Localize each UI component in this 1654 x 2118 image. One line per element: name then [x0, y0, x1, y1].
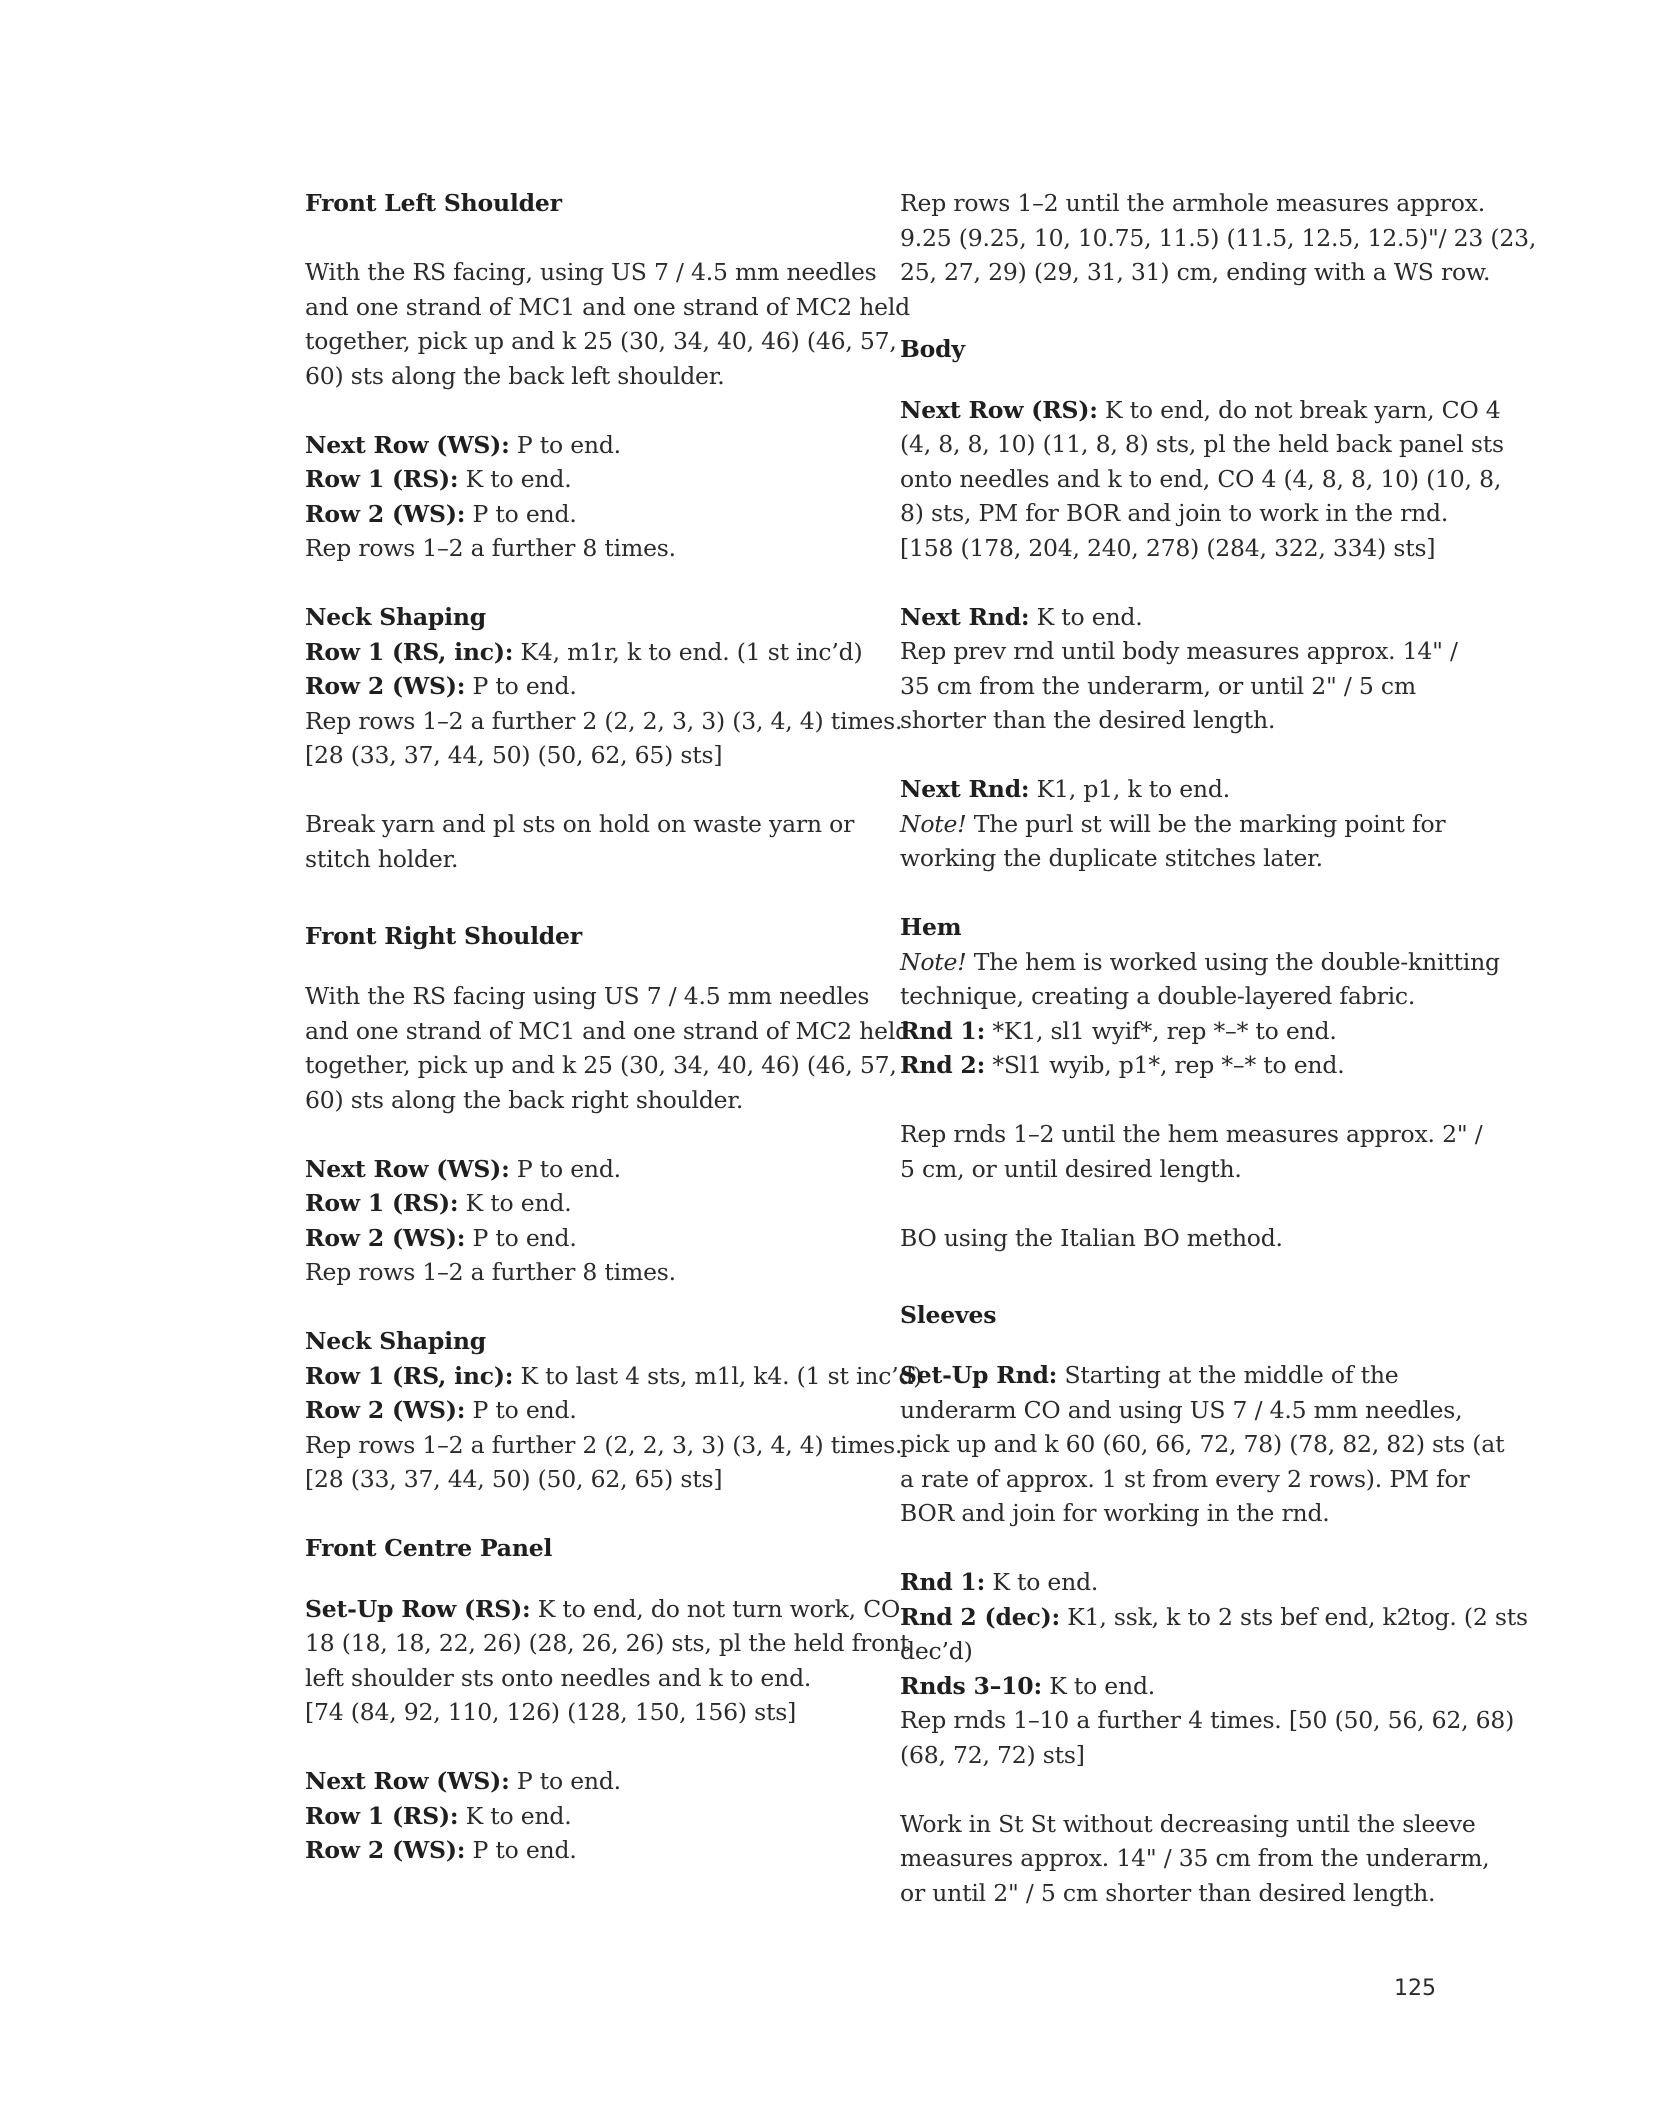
- row-label: Next Row (WS):: [305, 430, 510, 459]
- fcp-row-1: [305, 1799, 845, 1834]
- body-heading: Body: [900, 335, 965, 363]
- body-rep-line: 35 cm from the underarm, or until 2" / 5 cm: [900, 671, 1416, 700]
- fls-row-1: [305, 462, 845, 497]
- hem-bo: BO using the Italian BO method.: [900, 1223, 1283, 1252]
- fls-neck-heading: Neck Shaping: [305, 603, 486, 631]
- sleeves-setup-line: BOR and join for working in the rnd.: [900, 1499, 1330, 1527]
- sleeves-setup-line: pick up and k 60 (60, 66, 72, 78) (78, 82, 82) sts (at: [900, 1430, 1505, 1458]
- hem-note-line: technique, creating a double-layered fabric.: [900, 982, 1416, 1010]
- row-text: *K1, sl1 wyif*, rep *–* to end.: [985, 1016, 1337, 1045]
- hem-rnd-1: [900, 1014, 1445, 1049]
- row-text: P to end.: [465, 1223, 577, 1252]
- sleeves-heading: Sleeves: [900, 1300, 997, 1329]
- row-text: P to end.: [465, 672, 577, 700]
- row-label: Next Rnd:: [900, 602, 1030, 631]
- fcp-row-2: [305, 1833, 845, 1868]
- note-label: Note!: [900, 809, 967, 838]
- fls-intro-line: and one strand of MC1 and one strand of MC2 held: [305, 292, 910, 321]
- body-next-row-line: 8) sts, PM for BOR and join to work in the rnd.: [900, 499, 1449, 527]
- sleeves-rnd-1: [900, 1565, 1445, 1600]
- armhole-line: 9.25 (9.25, 10, 10.75, 11.5) (11.5, 12.5, 12.5)"/ 23 (23,: [900, 223, 1537, 252]
- note-text: The purl st will be the marking point for: [966, 809, 1446, 838]
- sleeves-rep-line: (68, 72, 72) sts]: [900, 1740, 1085, 1769]
- fcp-setup-line: 18 (18, 18, 22, 26) (28, 26, 26) sts, pl the held front: [305, 1629, 910, 1657]
- row-text: K to end.: [985, 1568, 1099, 1596]
- row-label: Row 1 (RS):: [305, 465, 459, 493]
- sleeves-setup-line: a rate of approx. 1 st from every 2 rows). PM for: [900, 1464, 1470, 1493]
- fls-row-2: [305, 497, 845, 532]
- page-number: 125: [1394, 1976, 1436, 2001]
- row-label: Rnd 2 (dec):: [900, 1602, 1060, 1631]
- frs-row-2: [305, 1221, 845, 1256]
- row-text: *Sl1 wyib, p1*, rep *–* to end.: [985, 1051, 1345, 1079]
- row-label: Rnd 1:: [900, 1568, 986, 1596]
- body-next-row-line: [158 (178, 204, 240, 278) (284, 322, 334) sts]: [900, 533, 1436, 562]
- frs-neck-row-1: [305, 1359, 923, 1394]
- hem-rnd-2: [900, 1048, 1445, 1083]
- frs-intro-line: and one strand of MC1 and one strand of MC2 held: [305, 1016, 910, 1045]
- row-label: Row 2 (WS):: [305, 1223, 466, 1252]
- row-text: K to end.: [458, 1801, 572, 1830]
- armhole-line: Rep rows 1–2 until the armhole measures approx.: [900, 189, 1486, 217]
- row-text: P to end.: [465, 1836, 577, 1864]
- fls-neck-row-1: [305, 635, 863, 670]
- row-text: K1, p1, k to end.: [1029, 775, 1230, 803]
- row-label: Next Row (WS):: [305, 1767, 510, 1795]
- row-label: Rnd 2:: [900, 1051, 986, 1079]
- fls-neck-row-2: [305, 669, 845, 704]
- sleeves-rnds-3-10: [900, 1669, 1445, 1704]
- row-label: Row 2 (WS):: [305, 1396, 466, 1424]
- frs-row-next: [305, 1152, 845, 1187]
- fcp-setup-line: [74 (84, 92, 110, 126) (128, 150, 156) sts]: [305, 1698, 797, 1726]
- row-text: K to end.: [1041, 1671, 1156, 1700]
- body-next-row-line: [900, 393, 1501, 428]
- row-label: Set-Up Rnd:: [900, 1361, 1058, 1389]
- body-next-row-line: onto needles and k to end, CO 4 (4, 8, 8, 10) (10, 8,: [900, 464, 1502, 493]
- row-label: Row 1 (RS):: [305, 1189, 459, 1217]
- fls-row-next: [305, 428, 845, 463]
- fls-neck-count: [28 (33, 37, 44, 50) (50, 62, 65) sts]: [305, 741, 723, 769]
- row-text: P to end.: [465, 499, 577, 528]
- row-label: Rnd 1:: [900, 1016, 986, 1045]
- frs-intro-line: 60) sts along the back right shoulder.: [305, 1085, 744, 1114]
- row-text: K4, m1r, k to end. (1 st inc’d): [513, 637, 863, 666]
- row-text: Starting at the middle of the: [1057, 1361, 1399, 1389]
- row-label: Row 1 (RS):: [305, 1801, 459, 1830]
- fcp-row-next: [305, 1764, 845, 1799]
- row-label: Set-Up Row (RS):: [305, 1594, 531, 1623]
- sleeves-work-line: or until 2" / 5 cm shorter than desired length.: [900, 1878, 1436, 1907]
- armhole-line: 25, 27, 29) (29, 31, 31) cm, ending with a WS row.: [900, 258, 1491, 286]
- frs-repeat: Rep rows 1–2 a further 8 times.: [305, 1258, 676, 1286]
- row-text: K to end.: [458, 1189, 572, 1217]
- row-label: Next Row (RS):: [900, 395, 1098, 424]
- sleeves-rnd-2-cont: dec’d): [900, 1637, 973, 1665]
- row-text: K to end, do not turn work, CO: [530, 1594, 901, 1623]
- body-rep-line: shorter than the desired length.: [900, 706, 1276, 734]
- row-text: P to end.: [509, 430, 621, 459]
- row-label: Row 2 (WS):: [305, 672, 466, 700]
- frs-neck-heading: Neck Shaping: [305, 1327, 486, 1355]
- row-text: K to last 4 sts, m1l, k4. (1 st inc’d): [513, 1361, 923, 1390]
- hem-heading: Hem: [900, 913, 962, 941]
- frs-neck-count: [28 (33, 37, 44, 50) (50, 62, 65) sts]: [305, 1465, 723, 1493]
- fls-break-line: stitch holder.: [305, 844, 459, 873]
- sleeves-work-line: measures approx. 14" / 35 cm from the underarm,: [900, 1844, 1490, 1872]
- hem-rep-line: 5 cm, or until desired length.: [900, 1154, 1242, 1183]
- row-label: Row 2 (WS):: [305, 499, 466, 528]
- note-label: Note!: [900, 947, 967, 976]
- sleeves-setup-line: underarm CO and using US 7 / 4.5 mm needles,: [900, 1395, 1463, 1424]
- sleeves-rnd-2: [900, 1600, 1528, 1635]
- fls-intro-line: 60) sts along the back left shoulder.: [305, 361, 725, 390]
- row-label: Next Rnd:: [900, 775, 1030, 803]
- fls-intro-line: With the RS facing, using US 7 / 4.5 mm needles: [305, 258, 877, 286]
- right-column: [900, 186, 1537, 1910]
- body-next-row-line: (4, 8, 8, 10) (11, 8, 8) sts, pl the held back panel sts: [900, 430, 1504, 458]
- left-column: [305, 186, 923, 1868]
- row-label: Row 1 (RS, inc):: [305, 1361, 514, 1390]
- fls-neck-repeat: Rep rows 1–2 a further 2 (2, 2, 3, 3) (3, 4, 4) times.: [305, 706, 903, 735]
- sleeves-work-line: Work in St St without decreasing until the sleeve: [900, 1809, 1476, 1838]
- hem-note-line: [900, 945, 1500, 980]
- frs-intro-line: With the RS facing using US 7 / 4.5 mm needles: [305, 982, 870, 1010]
- body-note-line: [900, 807, 1445, 842]
- front-left-shoulder-heading: Front Left Shoulder: [305, 189, 562, 217]
- row-label: Next Row (WS):: [305, 1154, 510, 1183]
- row-text: K to end.: [458, 465, 572, 493]
- front-right-shoulder-heading: Front Right Shoulder: [305, 921, 582, 950]
- sleeves-setup-line: [900, 1358, 1445, 1393]
- note-text: The hem is worked using the double-knitting: [966, 947, 1500, 976]
- fls-break-line: Break yarn and pl sts on hold on waste yarn or: [305, 810, 855, 838]
- row-text: K to end.: [1029, 602, 1143, 631]
- body-rep-line: Rep prev rnd until body measures approx. 14" /: [900, 637, 1458, 665]
- fls-intro-line: together, pick up and k 25 (30, 34, 40, 46) (46, 57,: [305, 327, 897, 355]
- fls-repeat: Rep rows 1–2 a further 8 times.: [305, 534, 676, 562]
- fcp-setup-line: [305, 1592, 901, 1627]
- body-next-rnd-2: [900, 772, 1445, 807]
- frs-neck-repeat: Rep rows 1–2 a further 2 (2, 2, 3, 3) (3, 4, 4) times.: [305, 1430, 903, 1459]
- frs-row-1: [305, 1186, 845, 1221]
- row-text: K1, ssk, k to 2 sts bef end, k2tog. (2 sts: [1059, 1602, 1528, 1631]
- frs-neck-row-2: [305, 1393, 845, 1428]
- row-label: Row 2 (WS):: [305, 1836, 466, 1864]
- hem-rep-line: Rep rnds 1–2 until the hem measures approx. 2" /: [900, 1120, 1483, 1148]
- frs-intro-line: together, pick up and k 25 (30, 34, 40, 46) (46, 57,: [305, 1051, 897, 1079]
- body-next-rnd: [900, 600, 1445, 635]
- fcp-setup-line: left shoulder sts onto needles and k to end.: [305, 1663, 812, 1692]
- row-text: P to end.: [509, 1767, 621, 1795]
- front-centre-panel-heading: Front Centre Panel: [305, 1534, 553, 1562]
- row-label: Rnds 3–10:: [900, 1671, 1042, 1700]
- row-label: Row 1 (RS, inc):: [305, 637, 514, 666]
- sleeves-rep-line: Rep rnds 1–10 a further 4 times. [50 (50, 56, 62, 68): [900, 1706, 1515, 1734]
- body-note-line: working the duplicate stitches later.: [900, 844, 1323, 872]
- row-text: P to end.: [509, 1154, 621, 1183]
- row-text: P to end.: [465, 1396, 577, 1424]
- row-text: K to end, do not break yarn, CO 4: [1097, 395, 1501, 424]
